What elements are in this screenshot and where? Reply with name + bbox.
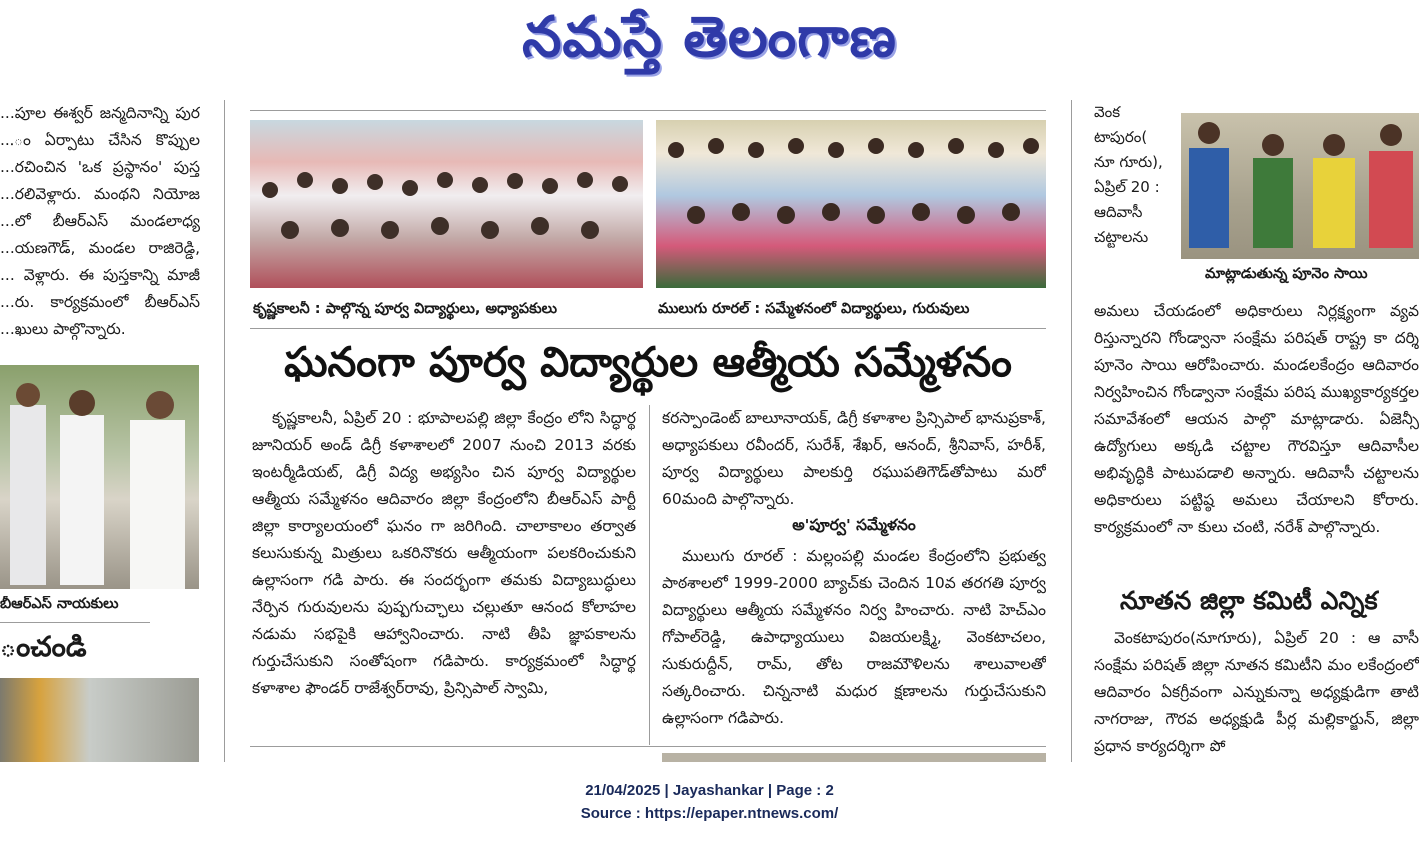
right-photo-caption: మాట్లాడుతున్న పూనెం సాయి [1205, 266, 1368, 282]
center-top-rule [250, 110, 1046, 111]
right-photo-poonem-sai [1181, 113, 1419, 259]
center-article-col2-top: కరస్పాండెంట్ బాలూనాయక్, డిగ్రీ కళాశాల ప్రిన్సిపాల్ భానుప్రకాశ్, అధ్యాపకులు రవీందర్, సురేశ్, శేఖర్, ఆనంద్, శ్రీనివాస్, హరీశ్, పూర్వ విద్యార్థులు పాలకుర్తి రఘుపతిగౌడ్‌తోపాటు మరో 60మంది పాల్గొన్నారు. [662, 409, 1046, 508]
group-photo-illustration [250, 120, 643, 288]
left-bottom-photo [0, 678, 199, 762]
left-caption-rule [0, 622, 150, 623]
people-illustration-right [1181, 113, 1419, 259]
center-headline: ఘనంగా పూర్వ విద్యార్థుల ఆత్మీయ సమ్మేళనం [284, 338, 1012, 386]
right-side-text: వెంక టాపురం( నూ గూరు), ఏప్రిల్ 20 : ఆదివాసీ చట్టాలను [1094, 103, 1163, 246]
center-bottom-rule [250, 746, 1046, 747]
center-photo-krishnacolony [250, 120, 643, 288]
column-divider-center [649, 405, 650, 745]
left-next-headline: ంచండి [0, 630, 87, 663]
center-caption-rule [250, 328, 1046, 329]
group-photo-illustration-2 [656, 120, 1046, 288]
column-divider-right [1071, 100, 1072, 762]
center-subhead: అ'పూర్వ' సమ్మేళనం [792, 516, 916, 534]
center-photo1-caption: కృష్ణకాలనీ : పాల్గొన్న పూర్వ విద్యార్థులు, అధ్యాపకులు [253, 301, 557, 317]
center-article-col1: కృష్ణకాలనీ, ఏప్రిల్ 20 : భూపాలపల్లి జిల్లా కేంద్రం లోని సిద్ధార్థ జూనియర్ అండ్ డిగ్రీ కళాశాలలో 2007 నుంచి 2013 వరకు ఇంటర్మీడియట్, డిగ్రీ విద్య అభ్యసిం చిన పూర్వ విద్యార్థుల ఆత్మీయ సమ్మేళనం ఆదివారం జిల్లా కేంద్రంలోని బీఆర్ఎస్ పార్టీ జిల్లా కార్యాలయంలో ఘనం గా జరిగింది. చాలాకాలం తర్వాత కలుసుకున్న మిత్రులు ఒకరినొకరు ఆత్మీయంగా పలకరించుకుని ఉల్లాసంగా గడి పారు. ఈ సందర్భంగా తమకు విద్యాబుద్ధులు నేర్పిన గురువులను పుష్పగుచ్ఛాలు చల్లుతూ ఆనంద కోలాహల నడుమ సభపైకి ఆహ్వానించారు. నాటి తీపి జ్ఞాపకాలను గుర్తుచేసుకుని సంతోషంగా గడిపారు. కార్యక్రమంలో సిద్ధార్థ కళాశాల ఫౌండర్ రాజేశ్వర్‌రావు, ప్రిన్సిపాల్ స్వామి, [252, 409, 636, 697]
left-photo-brs-leaders [0, 365, 199, 589]
center-article-col2-bottom: ములుగు రూరల్ : మల్లంపల్లి మండల కేంద్రంలోని ప్రభుత్వ పాఠశాలలో 1999-2000 బ్యాచ్‌కు చెందిన 10వ తరగతి పూర్వ విద్యార్థులు ఆత్మీయ సమ్మేళనం నిర్వ హించారు. నాటి హెచ్‌ఎం గోపాల్‌రెడ్డి, ఉపాధ్యాయులు విజయలక్ష్మి, వెంకటాచలం, సుకురుద్దీన్, రామ్, తోట రాజమౌళిలను శాలువాలతో సత్కరించారు. చిన్ననాటి మధుర క్షణాలను గుర్తుచేసుకుని ఉల్లాసంగా గడిపారు. [662, 547, 1046, 727]
right-headline2: నూతన జిల్లా కమిటీ ఎన్నిక [1120, 586, 1378, 615]
left-top-article: ...పూల ఈశ్వర్ జన్మదినాన్ని పుర ...ం ఏర్పాటు చేసిన కొప్పుల ...రచించిన 'ఒక ప్రస్థానం' పుస్త ...రలివెళ్లారు. మంథని నియోజ ...లో బీఆర్ఎస్ మండలాధ్య ...యణగౌడ్, మండల రాజిరెడ్డి, ... వెళ్లారు. ఈ పుస్తకాన్ని మాజీ ...రు. కార్యక్రమంలో బీఆర్ఎస్ ...ఖులు పాల్గొన్నారు. [0, 104, 200, 338]
left-photo-caption: బీఆర్ఎస్ నాయకులు [0, 596, 119, 612]
footer-source-link[interactable]: Source : https://epaper.ntnews.com/ [580, 805, 839, 822]
center-photo-mulugu [656, 120, 1046, 288]
center-bottom-photo-strip [662, 753, 1046, 762]
newspaper-logo: నమస్తే తెలంగాణ [522, 4, 897, 70]
center-photo2-caption: ములుగు రూరల్ : సమ్మేళనంలో విద్యార్థులు, గురువులు [658, 301, 970, 317]
right-article-body: అమలు చేయడంలో అధికారులు నిర్లక్ష్యంగా వ్యవ రిస్తున్నారని గోండ్వానా సంక్షేమ పరిషత్ రాష్ట్ర కా దర్శి పూనెం సాయి ఆరోపించారు. మండలకేంద్రం ఆదివారం నిర్వహించిన గోండ్వానా సంక్షేమ పరిష ముఖ్యకార్యకర్తల సమావేశంలో ఆయన పాల్గొ మాట్లాడారు. ఏజెన్సీ ఉద్యోగులు అక్కడి చట్టాల గౌరవిస్తూ ఆదివాసీల అభివృద్ధికి పాటుపడాలి అన్నారు. ఆదివాసీ చట్టాలను అధికారులు పట్టిష్ఠ అమలు చేయాలని కోరారు. కార్యక్రమంలో నా కులు చంటి, నరేశ్ పాల్గొన్నారు. [1094, 302, 1419, 536]
right-article-body2: వెంకటాపురం(నూగూరు), ఏప్రిల్ 20 : ఆ వాసీ సంక్షేమ పరిషత్ జిల్లా నూతన కమిటీని మం లకేంద్రంలో ఆదివారం ఏకగ్రీవంగా ఎన్నుకున్నా అధ్యక్షుడిగా తాటి నాగరాజు, గౌరవ అధ్యక్షుడి పీర్ల మల్లికార్జున్, జిల్లా ప్రధాన కార్యదర్శిగా పో [1094, 629, 1419, 755]
column-divider-left [224, 100, 225, 762]
footer-date-page: 21/04/2025 | Jayashankar | Page : 2 [585, 782, 834, 799]
people-illustration [0, 365, 199, 589]
masthead [0, 0, 1419, 82]
